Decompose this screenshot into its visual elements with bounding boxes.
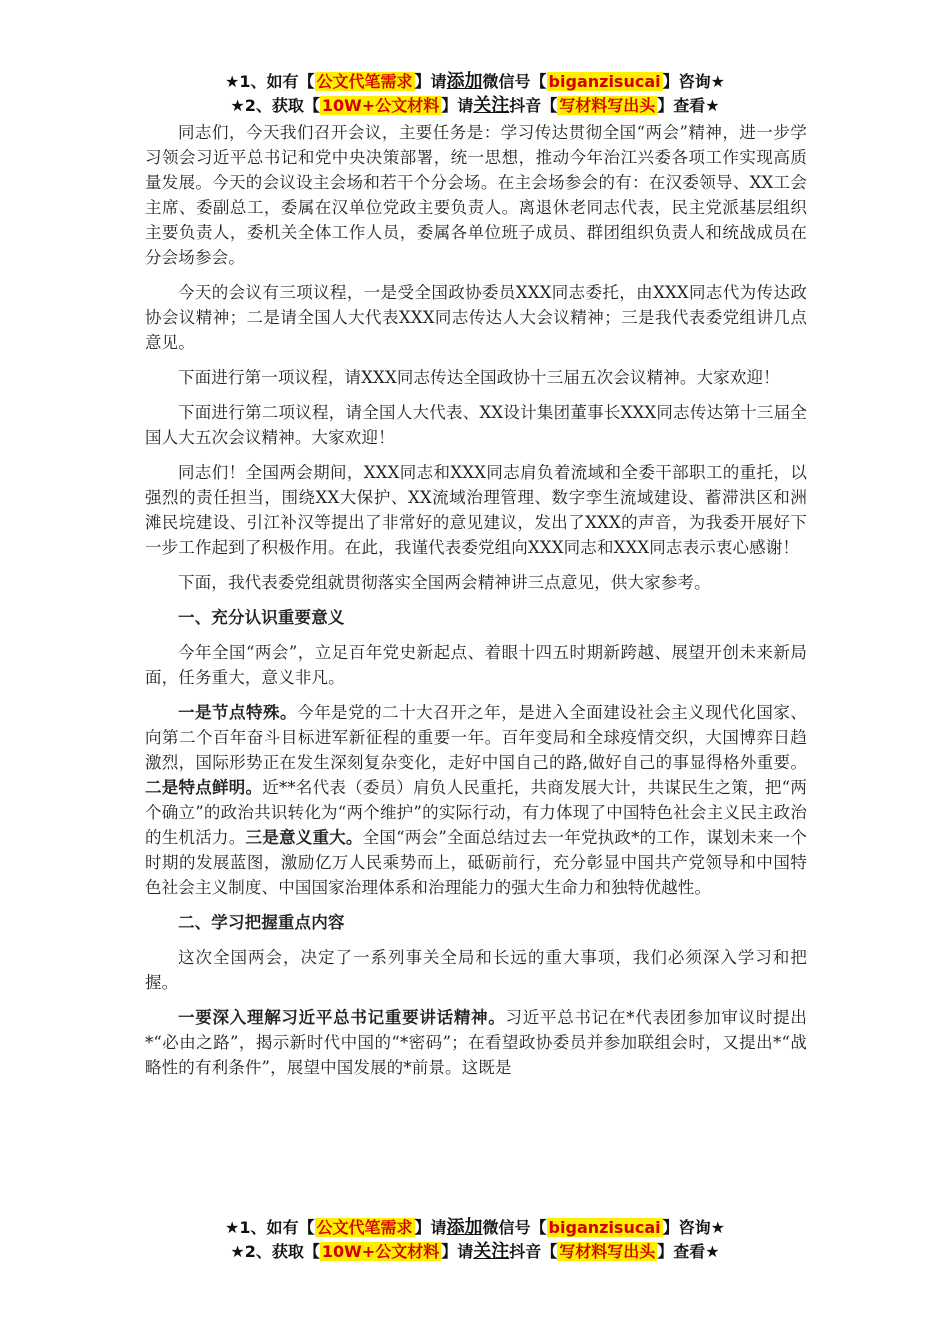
paragraph: 一要深入理解习近平总书记重要讲话精神。习近平总书记在*代表团参加审议时提出*“必由之路”，揭示新时代中国的“*密码”；在看望政协委员并参加联组会时，又提出*“战略性的有利条件”，展望中国发展的*前景。这既是 <box>145 1008 808 1077</box>
promo-banner-bottom <box>0 1216 950 1264</box>
bold-lead: 三是意义重大。 <box>245 828 363 847</box>
underlined-text: 添加 <box>446 71 483 92</box>
section-heading: 二、学习把握重点内容 <box>178 913 345 932</box>
paragraph: 同志们，今天我们召开会议，主要任务是：学习传达贯彻全国“两会”精神，进一步学习领会习近平总书记和党中央决策部署，统一思想，推动今年治江兴委各项工作实现高质量发展。今天的会议设主会场和若干个分会场。在主会场参会的有：在汉委领导、XX工会主席、委副总工，委属在汉单位党政主要负责人。离退休老同志代表，民主党派基层组织主要负责人，委机关全体工作人员，委属各单位班子成员、群团组织负责人和统战成员在分会场参会。 <box>145 123 807 267</box>
promo-line-1: ★1、如有【 公文代笔需求 】请添加微信号【 biganzisucai 】咨询★ <box>225 71 725 92</box>
bold-lead: 一是节点特殊。 <box>178 703 298 722</box>
highlight-text: 写材料写出头 <box>559 96 656 115</box>
paragraph: 今天的会议有三项议程，一是受全国政协委员XXX同志委托，由XXX同志代为传达政协会议精神；二是请全国人大代表XXX同志传达人大会议精神；三是我代表委党组讲几点意见。 <box>145 283 807 352</box>
highlight-text: 公文代笔需求 <box>316 1218 413 1237</box>
promo-line-2: ★2、获取【 10W+公文材料 】请关注抖音【 写材料写出头 】查看★ <box>230 1241 720 1262</box>
highlight-text: 写材料写出头 <box>559 1242 656 1261</box>
highlight-text: biganzisucai <box>548 72 661 91</box>
highlight-text: 公文代笔需求 <box>316 72 413 91</box>
promo-banner-top <box>0 70 950 118</box>
paragraph: 下面进行第一项议程，请XXX同志传达全国政协十三届五次会议精神。大家欢迎！ <box>178 368 780 387</box>
paragraph: 下面进行第二项议程，请全国人大代表、XX设计集团董事长XXX同志传达第十三届全国人大五次会议精神。大家欢迎！ <box>145 403 807 447</box>
bold-lead: 二是特点鲜明。 <box>145 778 263 797</box>
underlined-text: 关注 <box>473 95 510 116</box>
paragraph: 一是节点特殊。今年是党的二十大召开之年，是进入全面建设社会主义现代化国家、向第二个百年奋斗目标进军新征程的重要一年。百年变局和全球疫情交织，大国博弈日趋激烈，国际形势正在发生深刻复杂变化，走好中国自己的路,做好自己的事显得格外重要。二是特点鲜明。近**名代表（委员）肩负人民重托，共商发展大计，共谋民生之策，把“两个确立”的政治共识转化为“两个维护”的实际行动，有力体现了中国特色社会主义民主政治的生机活力。三是意义重大。全国“两会”全面总结过去一年党执政*的工作，谋划未来一个时期的发展蓝图，激励亿万人民乘势而上，砥砺前行，充分彰显中国共产党领导和中国特色社会主义制度、中国国家治理体系和治理能力的强大生命力和独特优越性。 <box>145 703 807 897</box>
section-heading: 一、充分认识重要意义 <box>178 608 345 627</box>
document-body <box>145 120 807 1090</box>
highlight-text: 10W+公文材料 <box>321 1242 440 1261</box>
highlight-text: 10W+公文材料 <box>321 96 440 115</box>
paragraph: 这次全国两会，决定了一系列事关全局和长远的重大事项，我们必须深入学习和把握。 <box>145 948 807 992</box>
promo-line-1: ★1、如有【 公文代笔需求 】请添加微信号【 biganzisucai 】咨询★ <box>225 1217 725 1238</box>
paragraph: 下面，我代表委党组就贯彻落实全国两会精神讲三点意见，供大家参考。 <box>178 573 711 592</box>
paragraph: 今年全国“两会”，立足百年党史新起点、着眼十四五时期新跨越、展望开创未来新局面，任务重大，意义非凡。 <box>145 643 807 687</box>
paragraph: 同志们！全国两会期间，XXX同志和XXX同志肩负着流域和全委干部职工的重托，以强烈的责任担当，围绕XX大保护、XX流域治理管理、数字孪生流域建设、蓄滞洪区和洲滩民垸建设、引江补汉等提出了非常好的意见建议，发出了XXX的声音，为我委开展好下一步工作起到了积极作用。在此，我谨代表委党组向XXX同志和XXX同志表示衷心感谢！ <box>145 463 807 557</box>
underlined-text: 关注 <box>473 1241 510 1262</box>
underlined-text: 添加 <box>446 1217 483 1238</box>
bold-lead: 一要深入理解习近平总书记重要讲话精神。 <box>178 1008 506 1027</box>
highlight-text: biganzisucai <box>548 1218 661 1237</box>
promo-line-2: ★2、获取【 10W+公文材料 】请关注抖音【 写材料写出头 】查看★ <box>230 95 720 116</box>
